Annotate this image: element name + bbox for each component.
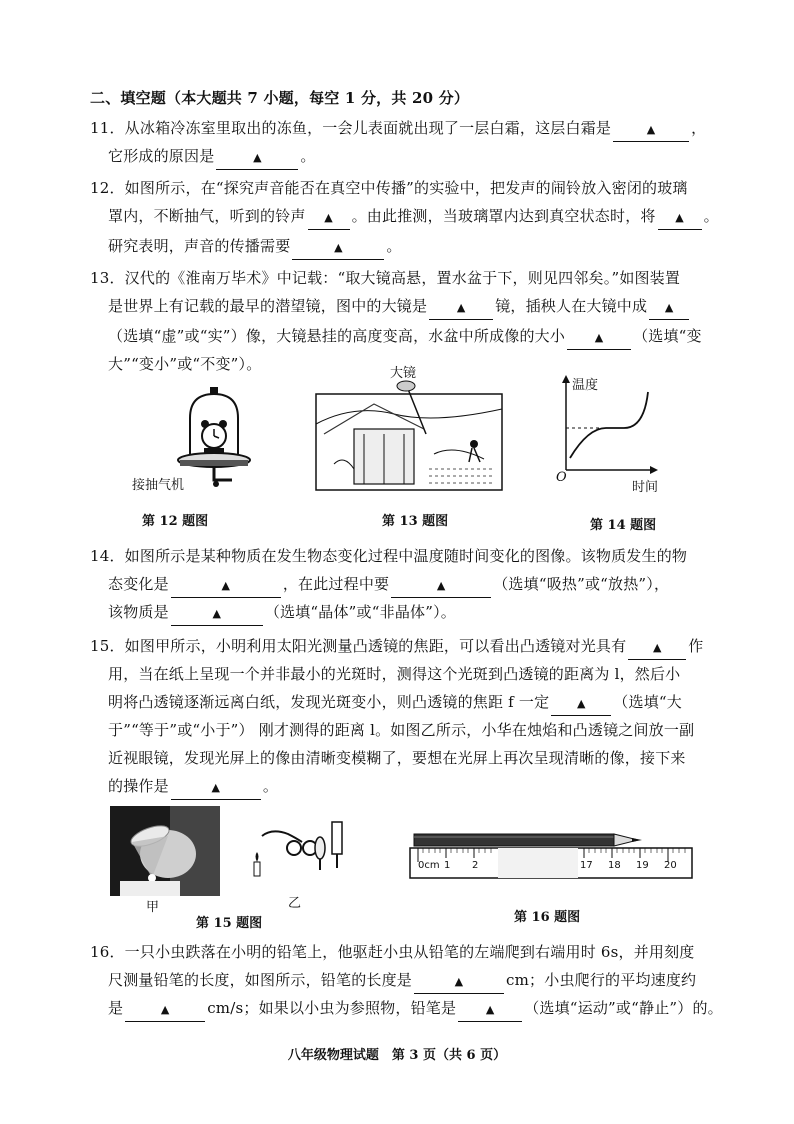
fig14-caption: 第 14 题图 — [590, 518, 657, 533]
fig13-caption: 第 13 题图 — [382, 514, 449, 529]
q11-line2 — [108, 146, 316, 170]
q11-line1 — [90, 118, 706, 142]
fig15-jia-label: 甲 — [146, 900, 160, 915]
q14-text-5: （选填“晶体”或“非晶体”）。 — [264, 603, 456, 621]
ruler-tick-label: 17 — [580, 860, 593, 871]
q15-text-2: 作 — [688, 637, 704, 655]
q14-text-2: ，在此过程中要 — [282, 575, 390, 593]
fig15-caption: 第 15 题图 — [196, 916, 263, 931]
q16-text-5: （选填“运动”或“静止”）的。 — [524, 999, 723, 1017]
fig15-jia-lens-sunlight — [110, 806, 220, 896]
q14-blank-2[interactable] — [391, 579, 491, 598]
ruler-tick-label: 1 — [444, 860, 451, 871]
q16-line2 — [108, 970, 696, 994]
q15-line6 — [108, 776, 278, 800]
blank-marker: ▲ — [212, 607, 222, 620]
q11-blank-1[interactable] — [613, 123, 689, 142]
q14-line3 — [108, 602, 456, 626]
fig12-label: 接抽气机 — [132, 478, 185, 493]
q12-text-2: 。由此推测，当玻璃罩内达到真空状态时，将 — [351, 207, 656, 225]
q13-text-4: （选填“变 — [633, 327, 702, 345]
q15-line3 — [108, 692, 682, 716]
q12-text-1: 罩内，不断抽气，听到的铃声 — [108, 207, 306, 225]
q12-line2 — [108, 206, 719, 230]
q16-blank-3[interactable] — [458, 1003, 522, 1022]
q11-text-2: ， — [691, 119, 707, 137]
q12-blank-3[interactable] — [292, 241, 384, 260]
q12-text-4: 研究表明，声音的传播需要 — [108, 237, 291, 255]
q13-line3 — [108, 326, 702, 350]
q16-text-4: cm/s；如果以小虫为参照物，铅笔是 — [207, 999, 457, 1017]
q11-text-4: 。 — [300, 147, 316, 165]
q13-line2 — [108, 296, 691, 320]
q16-line1: 16．一只小虫跌落在小明的铅笔上，他驱赶小虫从铅笔的左端爬到右端用时 6s，并用刻度 — [90, 943, 695, 961]
q14-text-1: 态变化是 — [108, 575, 169, 593]
q15-line5: 近视眼镜，发现光屏上的像由清晰变模糊了，要想在光屏上再次呈现清晰的像，接下来 — [108, 749, 686, 767]
q11-text-1: 11．从冰箱冷冻室里取出的冻鱼，一会儿表面就出现了一层白霜，这层白霜是 — [90, 119, 612, 137]
fig14-origin: O — [556, 470, 567, 485]
q16-blank-1[interactable] — [414, 975, 504, 994]
q12-line1: 12．如图所示，在“探究声音能否在真空中传播”的实验中，把发声的闹铃放入密闭的玻璃 — [90, 179, 688, 197]
q11-text-3: 它形成的原因是 — [108, 147, 215, 165]
ruler-tick-label: 0cm — [418, 860, 440, 871]
q13-blank-1[interactable] — [429, 301, 493, 320]
q11-blank-2[interactable] — [216, 151, 298, 170]
blank-marker: ▲ — [576, 697, 586, 710]
q15-text-4: （选填“大 — [613, 693, 682, 711]
q16-blank-2[interactable] — [125, 1003, 205, 1022]
blank-marker: ▲ — [675, 211, 684, 224]
q15-text-6: 。 — [262, 777, 279, 795]
q16-line3 — [108, 998, 723, 1022]
q15-text-1: 15．如图甲所示，小明利用太阳光测量凸透镜的焦距，可以看出凸透镜对光具有 — [90, 637, 627, 655]
q12-line3 — [108, 236, 402, 260]
fig14-xlabel: 时间 — [632, 480, 659, 495]
blank-marker: ▲ — [664, 301, 674, 314]
fig16-pencil-ruler — [408, 828, 694, 882]
page-footer: 八年级物理试题 第 3 页（共 6 页） — [287, 1048, 507, 1063]
q15-line4: 于”“等于”或“小于”） 刚才测得的距离 l。如图乙所示，小华在烛焰和凸透镜之间放一副 — [108, 721, 695, 739]
blank-marker: ▲ — [646, 123, 656, 136]
fig13-periscope-scene — [314, 374, 504, 494]
q13-blank-3[interactable] — [567, 331, 631, 350]
q14-blank-3[interactable] — [171, 607, 263, 626]
q14-text-4: 该物质是 — [108, 603, 169, 621]
q16-text-1: 尺测量铅笔的长度，如图所示，铅笔的长度是 — [108, 971, 413, 989]
fig16-caption: 第 16 题图 — [514, 910, 581, 925]
q15-blank-2[interactable] — [551, 697, 611, 716]
blank-marker: ▲ — [221, 579, 231, 592]
q15-line2: 用，当在纸上呈现一个并非最小的光斑时，测得这个光斑到凸透镜的距离为 l，然后小 — [108, 665, 681, 683]
q15-text-3: 明将凸透镜逐渐远离白纸，发现光斑变小，则凸透镜的焦距 f 一定 — [108, 693, 550, 711]
fig15-yi-label: 乙 — [288, 896, 302, 911]
q16-text-3: 是 — [108, 999, 124, 1017]
fig15-yi-optical-bench — [248, 812, 358, 882]
blank-marker: ▲ — [454, 975, 464, 988]
blank-marker: ▲ — [160, 1003, 170, 1016]
ruler-tick-label: 18 — [608, 860, 621, 871]
q13-text-1: 是世界上有记载的最早的潜望镜，图中的大镜是 — [108, 297, 428, 315]
fig12-caption: 第 12 题图 — [142, 514, 209, 529]
ruler-tick-label: 2 — [472, 860, 479, 871]
q13-text-3: （选填“虚”或“实”）像，大镜悬挂的高度变高，水盆中所成像的大小 — [108, 327, 566, 345]
blank-marker: ▲ — [456, 301, 466, 314]
q15-text-5: 的操作是 — [108, 777, 169, 795]
q13-line1: 13．汉代的《淮南万毕术》中记载：“取大镜高悬，置水盆于下，则见四邻矣。”如图装置 — [90, 269, 681, 287]
q13-text-2: 镜，插秧人在大镜中成 — [495, 297, 648, 315]
blank-marker: ▲ — [324, 211, 333, 224]
blank-marker: ▲ — [652, 641, 662, 654]
blank-marker: ▲ — [436, 579, 446, 592]
q12-blank-1[interactable] — [308, 211, 350, 230]
blank-marker: ▲ — [334, 241, 343, 254]
section-title: 二、填空题（本大题共 7 小题，每空 1 分，共 20 分） — [90, 89, 470, 107]
q12-text-3: 。 — [703, 207, 719, 225]
fig14-ylabel: 温度 — [572, 378, 599, 393]
blank-marker: ▲ — [211, 781, 221, 794]
ruler-tick-label: 20 — [664, 860, 677, 871]
q14-text-3: （选填“吸热”或“放热”）， — [493, 575, 670, 593]
blank-marker: ▲ — [594, 331, 604, 344]
blank-marker: ▲ — [485, 1003, 495, 1016]
q14-blank-1[interactable] — [171, 579, 281, 598]
fig14-temperature-graph — [548, 370, 658, 480]
q13-blank-2[interactable] — [649, 301, 689, 320]
fig13-label: 大镜 — [390, 366, 417, 381]
q16-text-2: cm；小虫爬行的平均速度约 — [506, 971, 697, 989]
q12-blank-2[interactable] — [658, 211, 702, 230]
q12-text-5: 。 — [386, 237, 402, 255]
q15-blank-3[interactable] — [171, 781, 261, 800]
q14-line1: 14．如图所示是某种物质在发生物态变化过程中温度随时间变化的图像。该物质发生的物 — [90, 547, 688, 565]
q13-line4: 大”“变小”或“不变”）。 — [108, 355, 262, 373]
q15-line1 — [90, 636, 704, 660]
q14-line2 — [108, 574, 669, 598]
q15-blank-1[interactable] — [628, 641, 686, 660]
ruler-tick-label: 19 — [636, 860, 649, 871]
blank-marker: ▲ — [253, 151, 262, 164]
